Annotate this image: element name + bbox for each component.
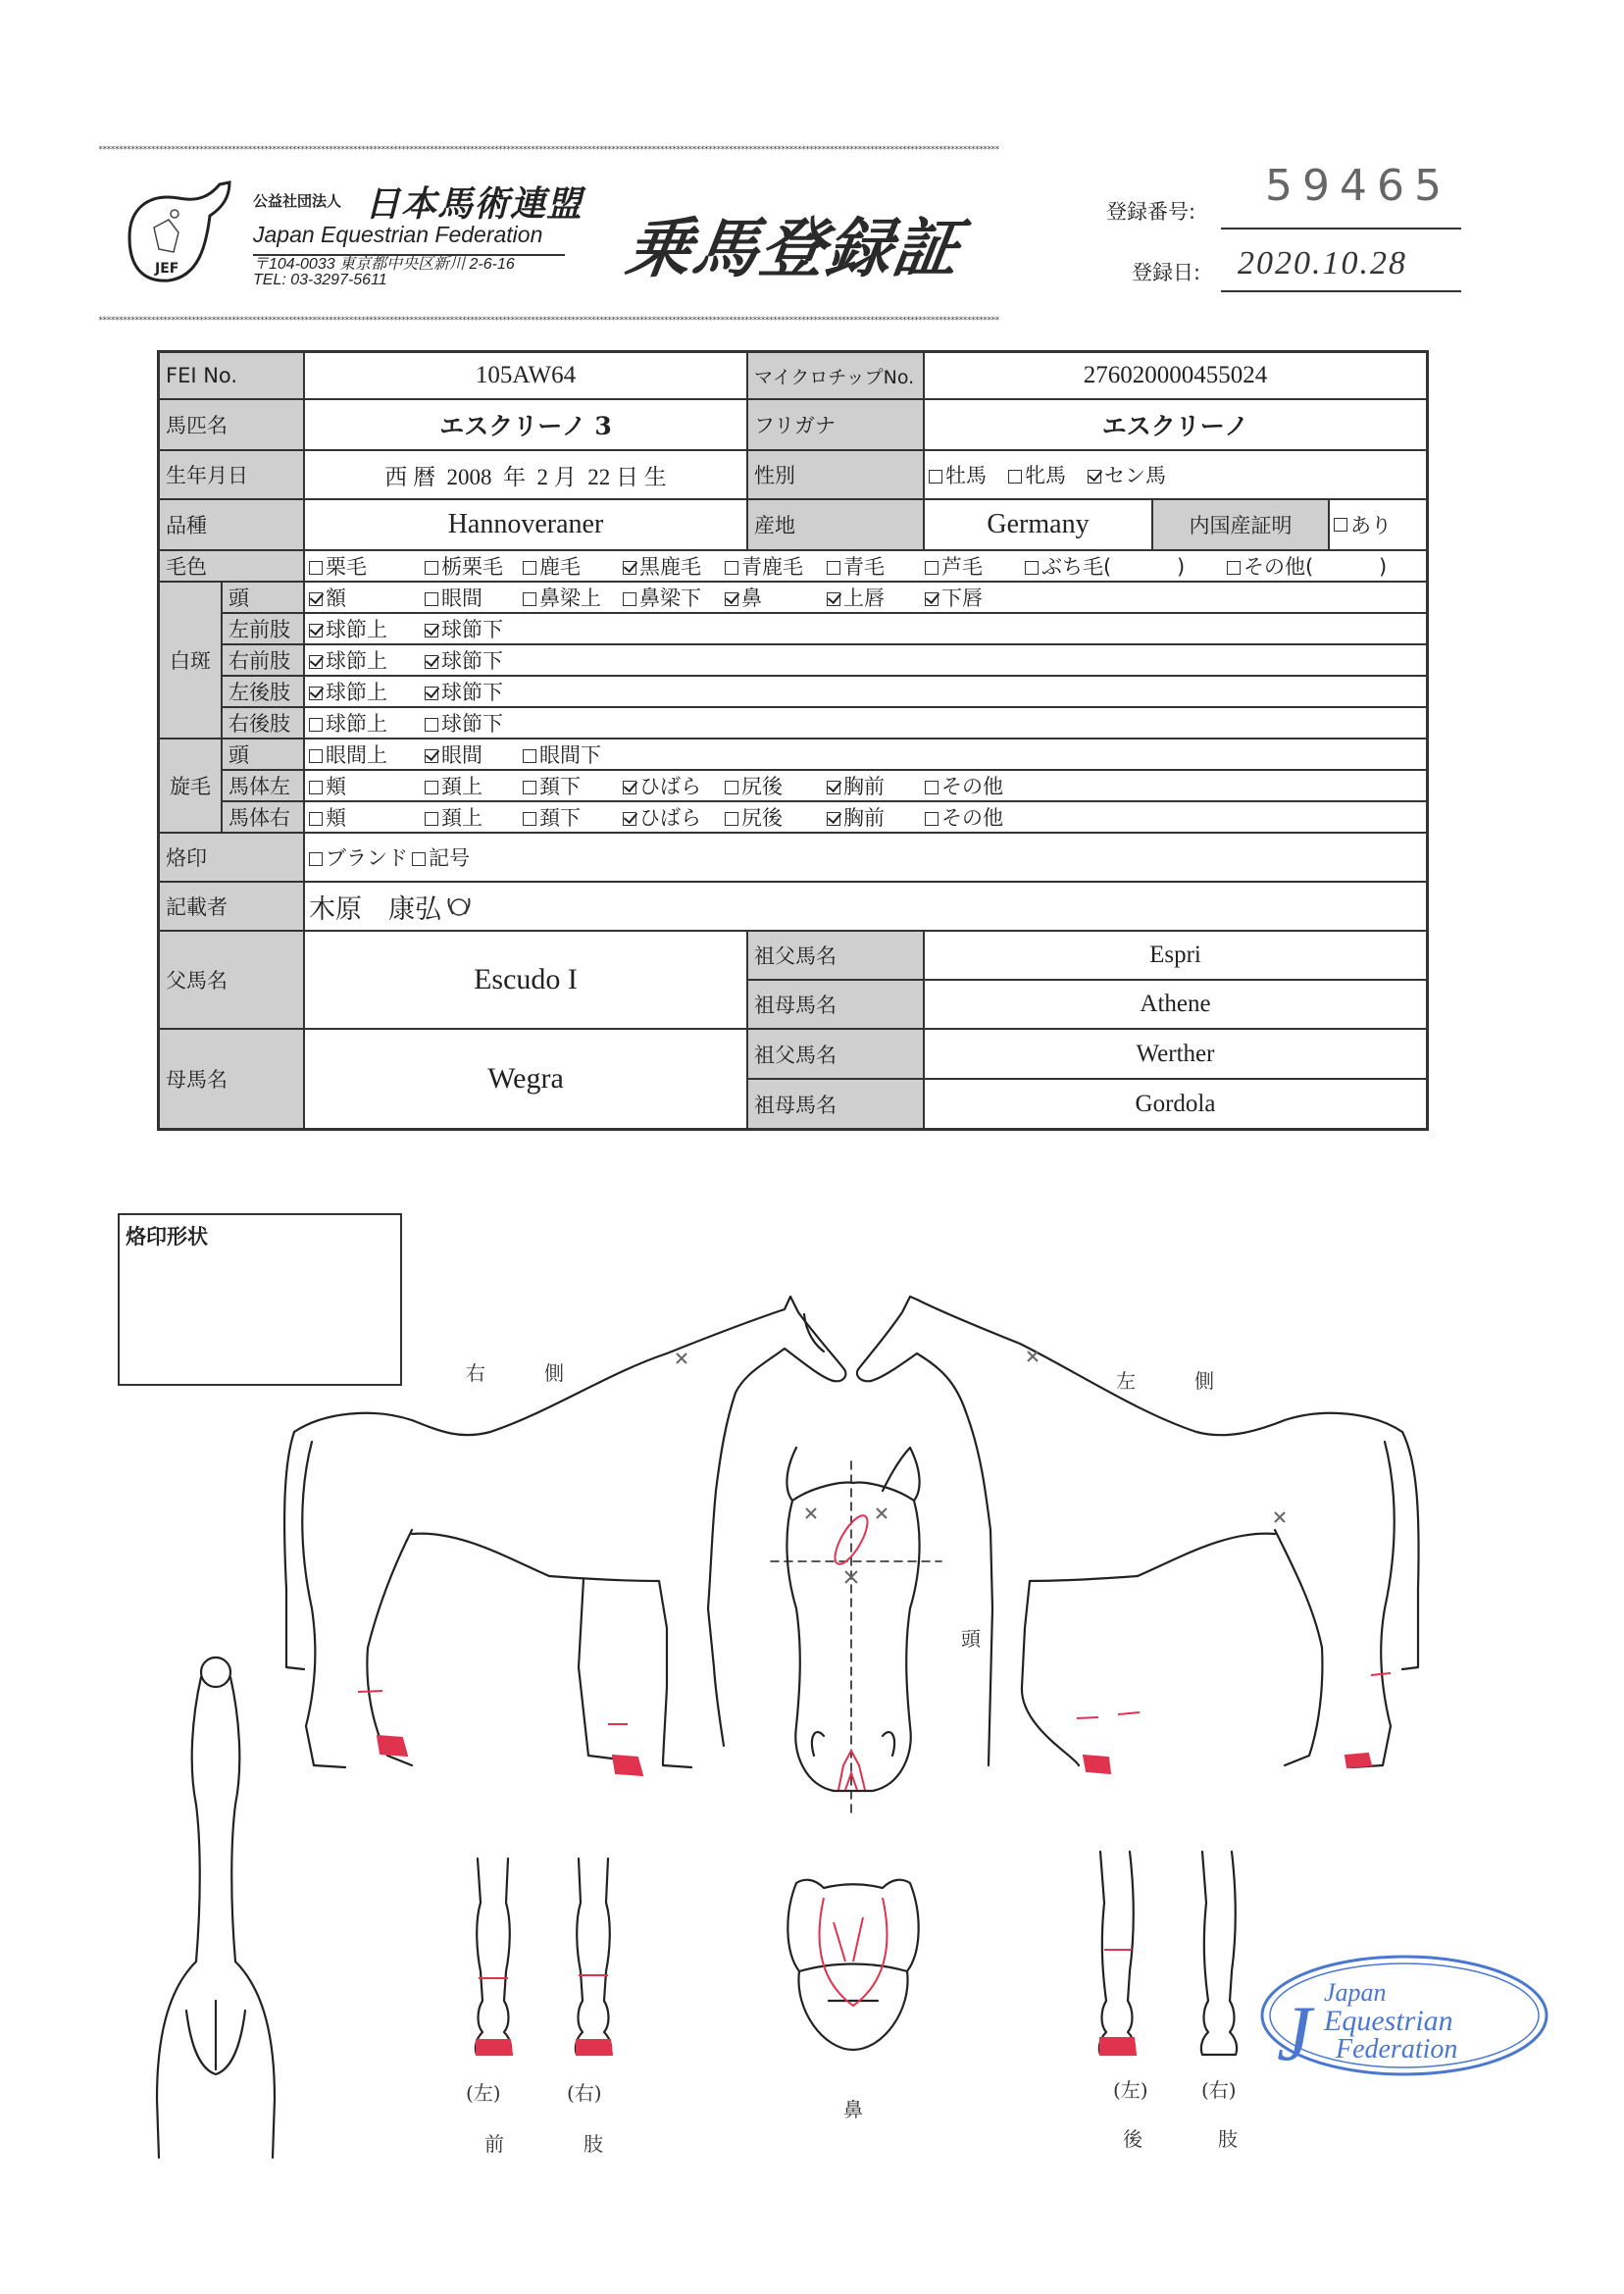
coat-option[interactable]: 芦毛 xyxy=(925,551,1025,581)
option[interactable]: 眼間上 xyxy=(309,739,425,769)
horse-name-value: エスクリーノ 3 xyxy=(304,399,747,450)
option[interactable]: 頚上 xyxy=(425,771,523,800)
domestic-cert-option[interactable]: あり xyxy=(1329,499,1427,550)
dam-value: Wegra xyxy=(304,1029,747,1129)
hind-caption-2: 肢 xyxy=(1218,2127,1238,2151)
fei-label: FEI No. xyxy=(159,352,304,399)
org-prefix: 公益社団法人 xyxy=(253,192,342,210)
svg-text:Japan: Japan xyxy=(1324,1978,1387,2007)
breed-label: 品種 xyxy=(159,499,304,550)
recorder-label: 記載者 xyxy=(159,882,304,931)
document-title: 乗馬登録証 xyxy=(621,211,966,286)
coat-label: 毛色 xyxy=(159,550,304,582)
furigana-label: フリガナ xyxy=(747,399,924,450)
whorl-part: 馬体左 xyxy=(222,770,304,801)
option[interactable]: その他 xyxy=(925,771,1003,800)
horse-name-label: 馬匹名 xyxy=(159,399,304,450)
fore-caption-1: 前 xyxy=(484,2132,504,2156)
sire-sire-label: 祖父馬名 xyxy=(747,931,924,980)
white-mark-annotations xyxy=(358,1673,1391,2055)
reg-number-value: 59465 xyxy=(1265,161,1451,211)
svg-text:Federation: Federation xyxy=(1336,2034,1458,2065)
head-label: 頭 xyxy=(961,1627,981,1651)
microchip-label: マイクロチップNo. xyxy=(747,352,924,399)
org-name-ja: 日本馬術連盟 xyxy=(365,184,584,225)
reg-date-value: 2020.10.28 xyxy=(1238,245,1407,281)
coat-option[interactable]: その他( ) xyxy=(1227,551,1387,581)
white-mark-part: 左前肢 xyxy=(222,613,304,644)
hind-caption-1: 後 xyxy=(1123,2127,1142,2151)
option[interactable]: 眼間下 xyxy=(523,739,601,769)
option[interactable]: 鼻 xyxy=(725,583,827,612)
option[interactable]: 球節下 xyxy=(425,614,503,643)
option[interactable]: 球節下 xyxy=(425,677,503,706)
option[interactable]: 眼間 xyxy=(425,739,523,769)
sex-option-gelding[interactable]: セン馬 xyxy=(1088,460,1166,489)
reg-date-label: 登録日: xyxy=(1132,261,1201,284)
nose-view-icon xyxy=(787,1880,918,2050)
option[interactable]: 球節下 xyxy=(425,645,503,675)
right-side-label: 右 側 xyxy=(466,1361,564,1385)
option[interactable]: 頚下 xyxy=(523,771,623,800)
fore-left-label: (左) xyxy=(466,2081,501,2105)
option[interactable]: 頚上 xyxy=(425,802,523,832)
fore-caption-2: 肢 xyxy=(584,2132,603,2156)
option[interactable]: 尻後 xyxy=(725,802,827,832)
sire-dam-value: Athene xyxy=(924,980,1427,1029)
fei-value: 105AW64 xyxy=(304,352,747,399)
coat-option[interactable]: 栃栗毛 xyxy=(425,551,523,581)
whorl-part: 馬体右 xyxy=(222,801,304,833)
org-address: 〒104-0033 東京都中央区新川 2-6-16 xyxy=(253,256,515,273)
top-view-horse-icon xyxy=(157,1657,275,2158)
hind-legs-icon xyxy=(1099,1852,1237,2055)
right-side-horse-icon xyxy=(284,1297,845,1767)
option[interactable]: 頬 xyxy=(309,771,425,800)
whorl-part: 頭 xyxy=(222,739,304,770)
option[interactable]: その他 xyxy=(925,802,1003,832)
option[interactable]: ひばら xyxy=(623,771,725,800)
option[interactable]: 尻後 xyxy=(725,771,827,800)
svg-text:J: J xyxy=(1277,1991,1312,2077)
breed-value: Hannoveraner xyxy=(304,499,747,550)
sex-label: 性別 xyxy=(747,450,924,499)
coat-option-checked[interactable]: 黒鹿毛 xyxy=(623,551,725,581)
white-mark-part: 右前肢 xyxy=(222,644,304,676)
option[interactable]: 球節下 xyxy=(425,708,503,738)
brand-shape-label: 烙印形状 xyxy=(126,1225,208,1249)
option[interactable]: 球節上 xyxy=(309,614,425,643)
origin-value: Germany xyxy=(924,499,1152,550)
sire-value: Escudo I xyxy=(304,931,747,1029)
dam-sire-value: Werther xyxy=(924,1029,1427,1079)
birth-label: 生年月日 xyxy=(159,450,304,499)
svg-text:JEF: JEF xyxy=(155,261,179,277)
top-divider-stars: ******************************************************************************************************************************************************************************************************************************* xyxy=(98,145,999,155)
option[interactable]: 球節上 xyxy=(309,645,425,675)
dam-dam-value: Gordola xyxy=(924,1079,1427,1129)
org-tel: TEL: 03-3297-5611 xyxy=(253,272,387,288)
white-mark-part: 右後肢 xyxy=(222,707,304,739)
option[interactable]: ブランド xyxy=(309,842,408,872)
option[interactable]: 胸前 xyxy=(827,771,925,800)
bottom-divider-stars: ******************************************************************************************************************************************************************************************************************************* xyxy=(98,316,999,326)
option[interactable]: 記号 xyxy=(412,842,470,872)
sire-dam-label: 祖母馬名 xyxy=(747,980,924,1029)
coat-option[interactable]: 栗毛 xyxy=(309,551,425,581)
option[interactable]: 上唇 xyxy=(827,583,925,612)
coat-option[interactable]: 鹿毛 xyxy=(523,551,623,581)
coat-option[interactable]: ぶち毛( ) xyxy=(1025,551,1227,581)
birth-value: 西 暦 2008 年 2 月 22 日 生 xyxy=(304,450,747,499)
dam-dam-label: 祖母馬名 xyxy=(747,1079,924,1129)
white-mark-part: 左後肢 xyxy=(222,676,304,707)
svg-text:Equestrian: Equestrian xyxy=(1324,2005,1453,2037)
sire-sire-value: Espri xyxy=(924,931,1427,980)
coat-option[interactable]: 青鹿毛 xyxy=(725,551,827,581)
fore-right-label: (右) xyxy=(567,2081,602,2105)
fore-legs-icon xyxy=(476,1859,611,2055)
microchip-value: 276020000455024 xyxy=(924,352,1427,399)
whorls-label: 旋毛 xyxy=(159,739,222,833)
recorder-value: 木原 康弘 xyxy=(309,893,441,925)
option[interactable]: 球節上 xyxy=(309,708,425,738)
option[interactable]: 球節上 xyxy=(309,677,425,706)
hind-right-label: (右) xyxy=(1201,2078,1237,2102)
org-name-en: Japan Equestrian Federation xyxy=(253,222,543,247)
dam-label: 母馬名 xyxy=(159,1029,304,1129)
furigana-value: エスクリーノ xyxy=(924,399,1427,450)
sex-option-stallion[interactable]: 牡馬 xyxy=(929,460,987,489)
dam-sire-label: 祖父馬名 xyxy=(747,1029,924,1079)
sex-option-mare[interactable]: 牝馬 xyxy=(1008,460,1066,489)
white-marks-label: 白斑 xyxy=(159,582,222,739)
option[interactable]: 鼻梁上 xyxy=(523,583,623,612)
option[interactable]: 鼻梁下 xyxy=(623,583,725,612)
brand-label: 烙印 xyxy=(159,833,304,882)
option[interactable]: 眼間 xyxy=(425,583,523,612)
nose-label: 鼻 xyxy=(843,2098,863,2121)
head-front-view-icon xyxy=(787,1448,919,1791)
domestic-cert-label: 内国産証明 xyxy=(1152,499,1329,550)
option[interactable]: 頚下 xyxy=(523,802,623,832)
option[interactable]: 胸前 xyxy=(827,802,925,832)
jef-stamp-icon xyxy=(1257,1952,1551,2079)
coat-option[interactable]: 青毛 xyxy=(827,551,925,581)
option[interactable]: 下唇 xyxy=(925,583,983,612)
reg-number-label: 登録番号: xyxy=(1106,200,1196,224)
white-mark-part: 頭 xyxy=(222,582,304,613)
origin-label: 産地 xyxy=(747,499,924,550)
option[interactable]: ひばら xyxy=(623,802,725,832)
sire-label: 父馬名 xyxy=(159,931,304,1029)
option[interactable]: 頬 xyxy=(309,802,425,832)
option[interactable]: 額 xyxy=(309,583,425,612)
left-side-label: 左 側 xyxy=(1116,1369,1214,1393)
hind-left-label: (左) xyxy=(1113,2078,1148,2102)
